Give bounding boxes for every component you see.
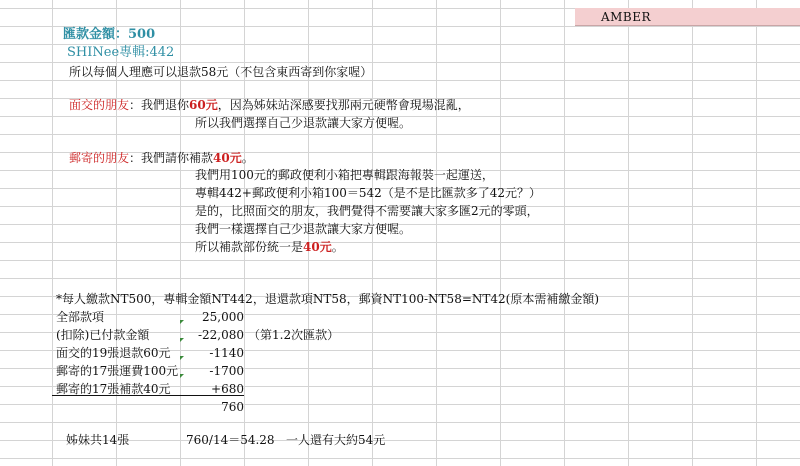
footer-note: 一人還有大約54元 — [286, 433, 386, 447]
mail-line-6-text-b: 。 — [331, 240, 344, 254]
calc-row-label: 郵寄的17張運費100元 — [56, 364, 179, 378]
mail-text-a: ：我們請你補款 — [129, 151, 214, 165]
album-price: SHINee專輯:442 — [67, 45, 175, 60]
face-to-face-line-2: 所以我們選擇自己少退款讓大家方便喔。 — [195, 116, 412, 130]
mail-line-3: 專輯442+郵政便利小箱100＝542（是不是比匯款多了42元？） — [195, 186, 542, 200]
calc-row-value: +680 — [211, 382, 244, 396]
calc-row-value: 25,000 — [202, 310, 244, 324]
remit-total: 匯款金額：500 — [63, 27, 156, 42]
mail-line-1 — [69, 151, 254, 165]
calc-total: 760 — [221, 400, 244, 414]
amber-label: AMBER — [600, 10, 652, 24]
calc-row-note: （第1.2次匯款） — [248, 328, 340, 342]
footer-calc: 760/14＝54.28 — [186, 433, 275, 447]
mail-line-2: 我們用100元的郵政便利小箱把專輯跟海報裝一起運送， — [195, 168, 494, 182]
mail-line-5: 我們一樣選擇自己少退款讓大家方便喔。 — [195, 222, 412, 236]
face-to-face-line-1 — [69, 98, 470, 112]
calc-row-value: -1700 — [209, 364, 244, 378]
cell-warning-marker[interactable] — [180, 338, 184, 342]
calc-row-label: 全部款項 — [56, 310, 105, 324]
face-to-face-label: 面交的朋友 — [69, 98, 130, 112]
mail-line-6-text-a: 所以補款部份統一是 — [195, 240, 304, 254]
face-to-face-text-a: ：我們退你 — [129, 98, 190, 112]
calc-row-value: -22,080 — [197, 328, 244, 342]
face-to-face-amount: 60元 — [189, 98, 218, 112]
footer-label: 姊妹共14張 — [66, 433, 130, 447]
calc-header: *每人繳款NT500，專輯金額NT442，退還款項NT58，郵資NT100-NT58=NT42(原本需補繳金額) — [56, 292, 600, 306]
mail-amount: 40元 — [213, 151, 242, 165]
calc-row-value: -1140 — [209, 346, 244, 360]
cell-warning-marker[interactable] — [180, 320, 184, 324]
calc-row-label: 面交的19張退款60元 — [56, 346, 171, 360]
mail-label: 郵寄的朋友 — [69, 151, 130, 165]
refund-note: 所以每個人理應可以退款58元（不包含東西寄到你家喔） — [69, 65, 373, 79]
cell-warning-marker[interactable] — [180, 374, 184, 378]
mail-line-6 — [195, 240, 344, 254]
calc-row-label: 郵寄的17張補款40元 — [56, 382, 171, 396]
calc-row-label: (扣除)已付款金額 — [56, 328, 150, 342]
cell-warning-marker[interactable] — [180, 356, 184, 360]
face-to-face-text-b: ，因為姊妹站深感要找那兩元硬幣會現場混亂， — [217, 98, 470, 112]
mail-text-b: 。 — [241, 151, 254, 165]
sum-underline — [52, 395, 244, 396]
mail-line-6-amount: 40元 — [303, 240, 332, 254]
mail-line-4: 是的，比照面交的朋友，我們覺得不需要讓大家多匯2元的零頭， — [195, 204, 539, 218]
